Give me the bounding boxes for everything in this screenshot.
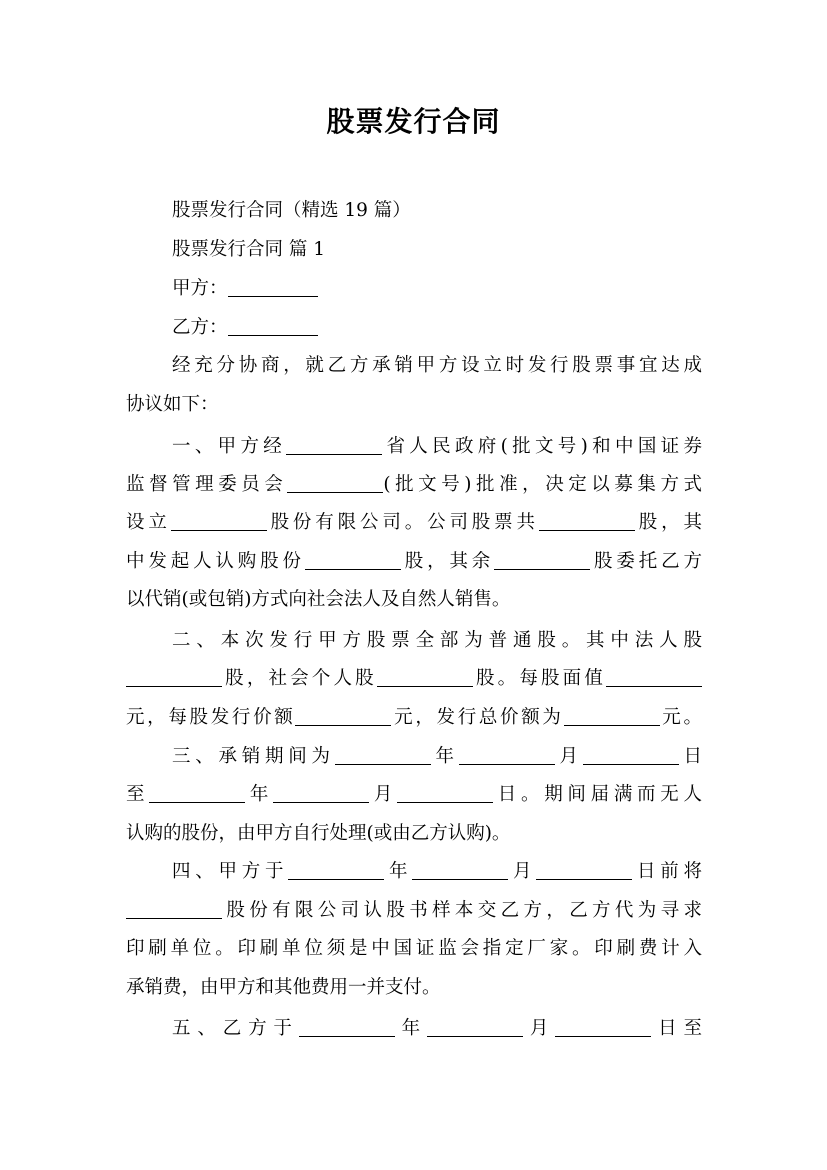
blank-field (377, 666, 473, 687)
party-b-label: 乙方： (172, 317, 228, 338)
blank-field (295, 705, 391, 726)
party-b-blank (228, 315, 318, 336)
clause1-text: 股，其余 (400, 551, 495, 572)
clause2-line-3 (126, 699, 702, 737)
clause5-text: 年 (394, 1018, 428, 1039)
clause1-text: 股，其 (634, 512, 702, 533)
clause1-line-3 (126, 504, 702, 542)
clause1-text: 股份有限公司。公司股票共 (266, 512, 539, 533)
clause3-line-3: 认购的股份，由甲方自行处理(或由乙方认购)。 (126, 823, 511, 844)
clause2-text: 元，发行总价额为 (391, 707, 564, 728)
clause1-line-1 (172, 428, 702, 466)
clause1-text: 省人民政府(批文号)和中国证券 (382, 436, 702, 457)
clause4-text: 年 (384, 861, 413, 882)
clause1-text: 设立 (126, 512, 171, 533)
clause3-text: 月 (554, 746, 583, 767)
clause1-text: (批文号)批准，决定以募集方式 (383, 474, 702, 495)
blank-field (564, 705, 660, 726)
clause4-line-1 (172, 853, 702, 891)
section-heading: 股票发行合同 篇 1 (172, 239, 326, 260)
party-a-line (172, 270, 702, 308)
clause5-text: 月 (523, 1018, 556, 1039)
clause1-text: 一、甲方经 (172, 436, 287, 457)
clause3-line-2 (126, 776, 702, 814)
clause2-line-2 (126, 660, 702, 698)
blank-field (273, 782, 369, 803)
intro-line-2: 协议如下： (126, 394, 219, 415)
clause4-text: 日前将 (632, 861, 702, 882)
clause5-line-1 (172, 1010, 702, 1048)
blank-field (288, 859, 384, 880)
clause4-line-2 (126, 892, 702, 930)
blank-field (286, 434, 382, 455)
blank-field (536, 859, 632, 880)
clause3-text: 日。期间届满而无人 (493, 784, 702, 805)
clause3-text: 至 (126, 784, 150, 805)
party-a-label: 甲方： (172, 278, 228, 299)
subtitle: 股票发行合同（精选 19 篇） (172, 200, 411, 221)
clause3-line-1 (172, 738, 702, 776)
party-b-line (172, 309, 702, 347)
clause1-line-4 (126, 543, 702, 581)
clause3-text: 月 (369, 784, 398, 805)
clause1-line-5: 以代销(或包销)方式向社会法人及自然人销售。 (126, 589, 511, 610)
blank-field (171, 510, 267, 531)
clause5-text: 日至 (651, 1018, 702, 1039)
blank-field (606, 666, 702, 687)
blank-field (427, 1016, 523, 1037)
intro-line-1: 经充分协商，就乙方承销甲方设立时发行股票事宜达成 (172, 355, 702, 376)
clause3-text: 年 (245, 784, 274, 805)
blank-field (539, 510, 635, 531)
blank-field (459, 744, 555, 765)
clause2-line-1: 二、本次发行甲方股票全部为普通股。其中法人股 (172, 630, 702, 651)
clause1-text: 中发起人认购股份 (126, 551, 305, 572)
document-title: 股票发行合同 (326, 105, 501, 138)
clause5-text: 五、乙方于 (172, 1018, 299, 1039)
blank-field (149, 782, 245, 803)
clause3-text: 三、承销期间为 (172, 746, 335, 767)
clause4-text: 股份有限公司认股书样本交乙方，乙方代为寻求 (222, 900, 702, 921)
clause1-text: 监督管理委员会 (126, 474, 288, 495)
blank-field (555, 1016, 651, 1037)
blank-field (335, 744, 431, 765)
clause4-line-4: 承销费，由甲方和其他费用一并支付。 (126, 977, 441, 998)
blank-field (494, 549, 590, 570)
clause4-line-3: 印刷单位。印刷单位须是中国证监会指定厂家。印刷费计入 (126, 938, 702, 959)
blank-field (299, 1016, 395, 1037)
clause3-text: 年 (430, 746, 459, 767)
clause2-text: 股。每股面值 (472, 668, 606, 689)
blank-field (305, 549, 401, 570)
blank-field (126, 898, 222, 919)
blank-field (126, 666, 222, 687)
clause3-text: 日 (678, 746, 702, 767)
clause1-line-2 (126, 466, 702, 504)
party-a-blank (228, 276, 318, 297)
blank-field (412, 859, 508, 880)
blank-field (583, 744, 679, 765)
clause2-text: 元。 (659, 707, 702, 728)
clause4-text: 月 (508, 861, 537, 882)
clause2-text: 元，每股发行价额 (126, 707, 296, 728)
clause4-text: 四、甲方于 (172, 861, 289, 882)
clause1-text: 股委托乙方 (590, 551, 702, 572)
clause2-text: 股，社会个人股 (222, 668, 377, 689)
blank-field (397, 782, 493, 803)
blank-field (287, 472, 383, 493)
